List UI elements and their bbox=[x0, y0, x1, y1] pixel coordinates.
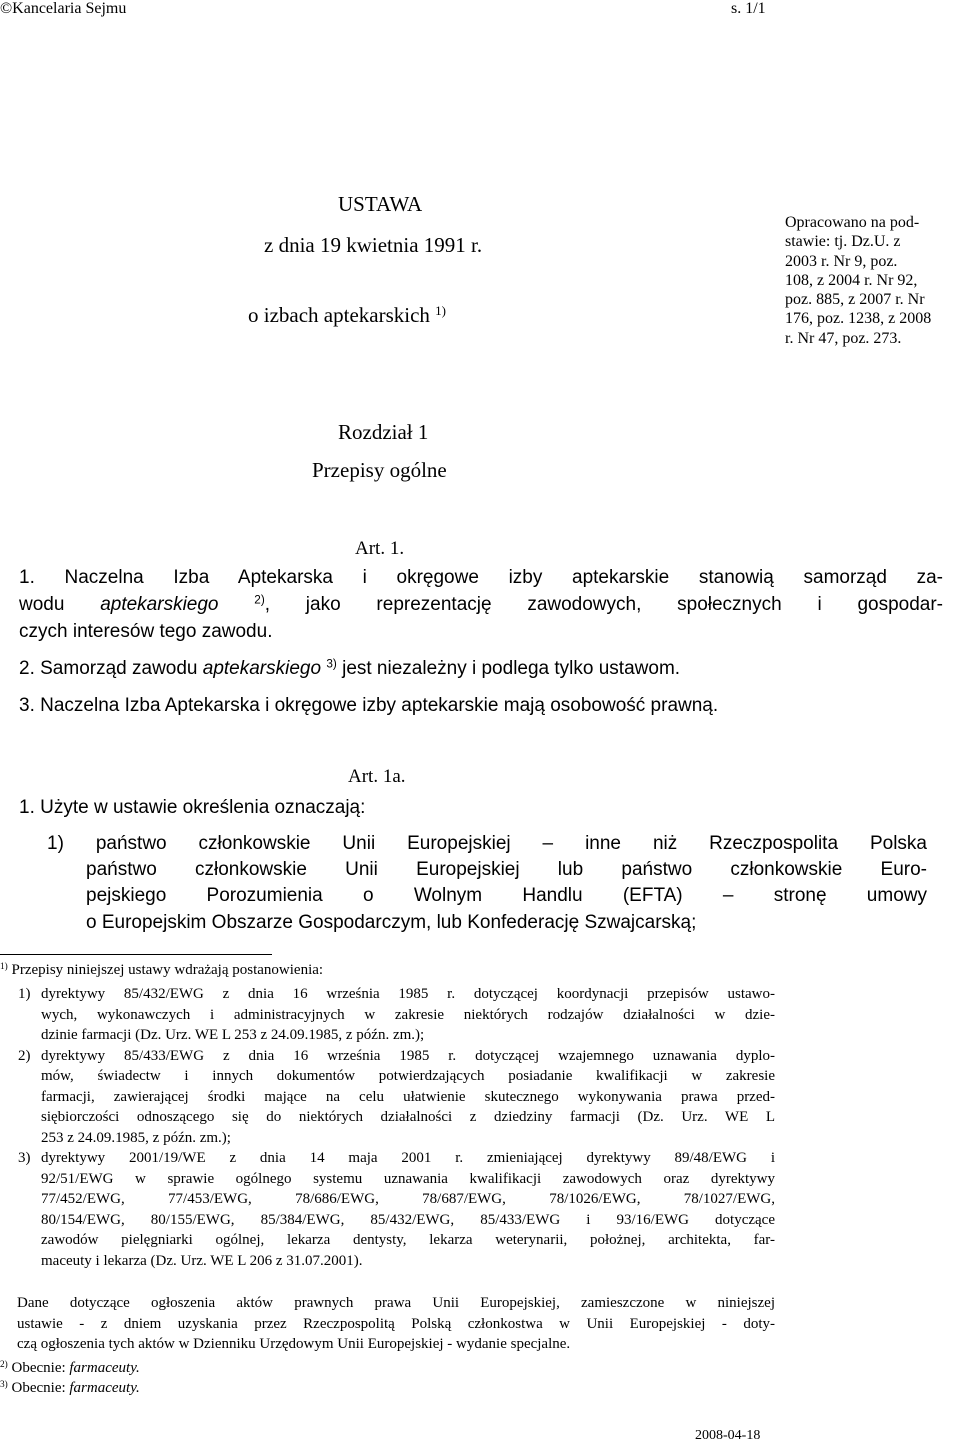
footnote-ref-1: 1) bbox=[435, 302, 447, 318]
italic-term: aptekarskiego bbox=[202, 658, 322, 679]
footnote-mark: 1) bbox=[0, 961, 8, 972]
item-number: 1) bbox=[18, 986, 31, 1002]
article-1a-paragraph-1: 1. Użyte w ustawie określenia oznaczają: bbox=[19, 797, 366, 818]
sidenote-line: r. Nr 47, poz. 273. bbox=[785, 329, 902, 347]
paragraph-line: czych interesów tego zawodu. bbox=[19, 620, 273, 642]
note-line: ustawie - z dniem uzyskania przez Rzeczpospolitą Polską członkostwa w Unii Europejskiej - doty- bbox=[17, 1315, 775, 1332]
item-line: siębiorczości odnoszącego się do niektórych działalności z dziedziny farmacji (Dz. Urz. WE L bbox=[41, 1109, 775, 1125]
paragraph-text: jest niezależny i podlega tylko ustawom. bbox=[336, 658, 681, 679]
footnote-3 bbox=[0, 1380, 140, 1397]
footnote-ref-3: 3) bbox=[326, 657, 337, 671]
item-line: zawodów pielęgniarki ogólnej, lekarza dentysty, lekarza weterynarii, położnej, architekta, far- bbox=[41, 1232, 775, 1248]
item-line: 77/452/EWG, 77/453/EWG, 78/686/EWG, 78/687/EWG, 78/1026/EWG, 78/1027/EWG, bbox=[41, 1191, 775, 1207]
item-line: dyrektywy 85/432/EWG z dnia 16 września 1985 r. dotyczącej koordynacji przepisów ustawo- bbox=[41, 986, 775, 1002]
definition-line: państwo członkowskie Unii Europejskiej lub państwo członkowskie Euro- bbox=[86, 859, 927, 881]
document-date: 2008-04-18 bbox=[695, 1428, 761, 1443]
item-line: dyrektywy 85/433/EWG z dnia 16 września 1985 r. dotyczącej wzajemnego uznawania dyplo- bbox=[41, 1047, 775, 1064]
item-line: dzinie farmacji (Dz. Urz. WE L 253 z 24.09.1985, z późn. zm.); bbox=[41, 1027, 425, 1043]
sidenote-line: 2003 r. Nr 9, poz. bbox=[785, 252, 898, 270]
chapter-number: Rozdział 1 bbox=[338, 420, 429, 444]
article-1-paragraph-1 bbox=[19, 565, 943, 645]
item-number: 2) bbox=[18, 1047, 31, 1064]
paragraph-line: 1. Naczelna Izba Aptekarska i okręgowe izby aptekarskie stanowią samorząd za- bbox=[19, 567, 943, 588]
sidenote-line: 176, poz. 1238, z 2008 bbox=[785, 310, 932, 328]
definition-line: o Europejskim Obszarze Gospodarczym, lub Konfederację Szwajcarską; bbox=[86, 911, 697, 933]
footnote-text: Obecnie: bbox=[11, 1360, 70, 1376]
item-line: maceuty i lekarza (Dz. Urz. WE L 206 z 31.07.2001). bbox=[41, 1252, 363, 1269]
paragraph-text: 2. Samorząd zawodu bbox=[19, 658, 203, 679]
article-1-paragraph-2 bbox=[19, 656, 680, 682]
page-number: s. 1/1 bbox=[731, 0, 766, 17]
footnote-mark: 3) bbox=[0, 1379, 8, 1390]
note-line: Dane dotyczące ogłoszenia aktów prawnych prawa Unii Europejskiej, zamieszczone w niniejszej bbox=[17, 1295, 775, 1311]
sidenote-line: Opracowano na pod- bbox=[785, 214, 920, 231]
sidenote-line: poz. 885, z 2007 r. Nr bbox=[785, 291, 925, 309]
act-title bbox=[248, 303, 446, 328]
italic-term: aptekarskiego bbox=[100, 593, 219, 615]
footnote-mark: 2) bbox=[0, 1359, 8, 1370]
chapter-name: Przepisy ogólne bbox=[312, 458, 447, 482]
item-line: mów, świadectw i innych dokumentów potwierdzających posiadanie kwalifikacji w zakresie bbox=[41, 1068, 775, 1084]
source-sidenote bbox=[785, 213, 960, 348]
footnote-list-item bbox=[0, 1148, 775, 1271]
item-line: wych, wykonawczych i administracyjnych w zakresie niektórych rodzajów działalności w dzie- bbox=[41, 1006, 775, 1023]
item-line: dyrektywy 2001/19/WE z dnia 14 maja 2001 r. zmieniającej dyrektywy 89/48/EWG i bbox=[41, 1150, 775, 1166]
sidenote-line: stawie: tj. Dz.U. z bbox=[785, 233, 901, 251]
definition-1 bbox=[47, 831, 927, 936]
paragraph-line bbox=[19, 592, 943, 619]
note-line: czą ogłoszenia tych aktów w Dzienniku Urzędowym Unii Europejskiej - wydanie specjalne. bbox=[17, 1336, 571, 1352]
footnote-ref-2: 2) bbox=[254, 593, 265, 607]
article-1-paragraph-3: 3. Naczelna Izba Aptekarska i okręgowe izby aptekarskie mają osobowość prawną. bbox=[19, 695, 719, 716]
footnote-2 bbox=[0, 1360, 140, 1377]
footnote-1-list bbox=[0, 984, 775, 1271]
source-label: ©Kancelaria Sejmu bbox=[0, 0, 127, 17]
footnote-list-item bbox=[0, 1046, 775, 1149]
paragraph-text: , jako reprezentację zawodowych, społecznych i gospodar- bbox=[264, 593, 944, 615]
footnote-separator bbox=[0, 954, 272, 955]
footnote-1-note bbox=[17, 1293, 775, 1355]
item-number: 3) bbox=[18, 1150, 31, 1166]
definition-line: 1) państwo członkowskie Unii Europejskiej – inne niż Rzeczpospolita Polska bbox=[47, 833, 927, 854]
article-1-heading: Art. 1. bbox=[355, 538, 405, 559]
footnote-text: Obecnie: bbox=[11, 1380, 70, 1396]
act-date: z dnia 19 kwietnia 1991 r. bbox=[264, 233, 483, 257]
definition-line: pejskiego Porozumienia o Wolnym Handlu (EFTA) – stronę umowy bbox=[86, 885, 927, 907]
footnote-list-item bbox=[0, 984, 775, 1046]
item-line: farmacji, zawierającej środki mające na celu ułatwienie skutecznego wykonywania prawa przed- bbox=[41, 1088, 775, 1105]
sidenote-line: 108, z 2004 r. Nr 92, bbox=[785, 271, 918, 289]
footnote-italic: farmaceuty. bbox=[69, 1380, 140, 1396]
footnote-text: Przepisy niniejszej ustawy wdrażają postanowienia: bbox=[11, 962, 324, 978]
item-line: 80/154/EWG, 80/155/EWG, 85/384/EWG, 85/432/EWG, 85/433/EWG i 93/16/EWG dotyczące bbox=[41, 1211, 775, 1228]
article-1a-heading: Art. 1a. bbox=[348, 766, 406, 787]
footnote-italic: farmaceuty. bbox=[69, 1360, 140, 1376]
footnote-1 bbox=[0, 962, 323, 979]
item-line: 92/51/EWG w sprawie ogólnego systemu uznawania kwalifikacji zawodowych oraz dyrektywy bbox=[41, 1170, 775, 1187]
act-title-text: o izbach aptekarskich bbox=[248, 303, 430, 327]
paragraph-text: wodu bbox=[19, 593, 101, 615]
act-type: USTAWA bbox=[338, 192, 423, 216]
item-line: 253 z 24.09.1985, z późn. zm.); bbox=[41, 1129, 231, 1146]
